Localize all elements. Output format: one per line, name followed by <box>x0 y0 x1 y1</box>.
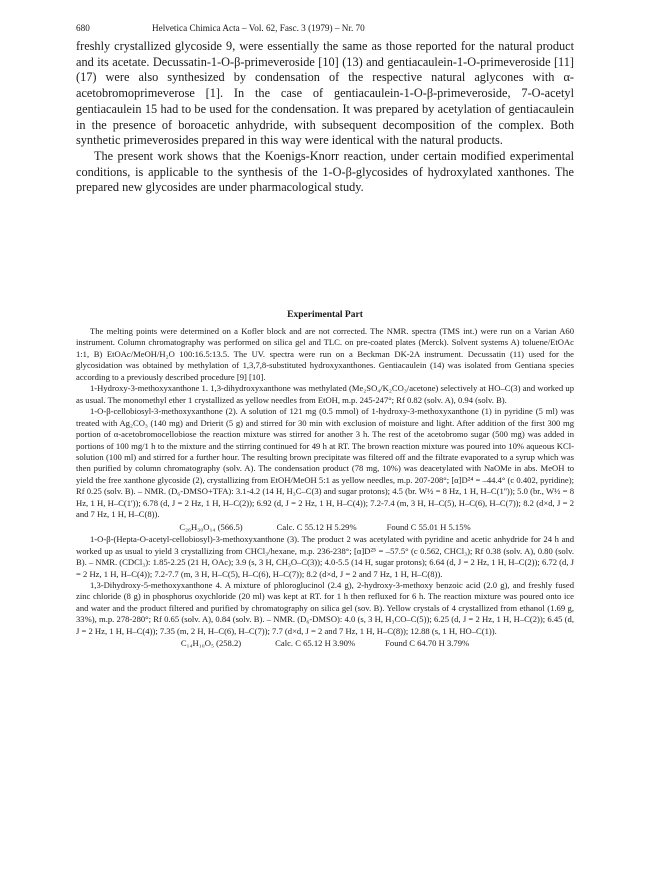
section-heading: Experimental Part <box>287 310 363 320</box>
experimental-text <box>76 326 574 651</box>
elemental-analysis <box>76 638 574 649</box>
paragraph: 1-O-β-cellobiosyl-3-methoxyxanthone (2). A solution of 121 mg (0.5 mmol) of 1-hydroxy-3-methoxyxanthone (1) in pyridine (5 ml) was treated with Ag₂CO₃ (140 mg) and Drierit (5 g) and stirred for 30 min with exclusion of moisture and light. After addition of the first 300 mg portion of α-acetobromocellobiose the reaction mixture was stirred for another 3 h. The rest of the acetobromo sugar (500 mg) was added in portions of 100 mg/1 h to the mixture and the stirring continued for 49 h at RT. The brown reaction mixture was poured into 10% aqueous KCl-solution (100 ml) and stirred for a further hour. The resulting brown precipitate was filtered off and the filtrate evaporated to a syrup which was then purified by column chromatography (solv. A). The condensation product (78 mg, 10%) was deacetylated with NaOMe in abs. MeOH to yield the free xanthone glycoside (2), crystallizing from EtOH/MeOH 5:1 as yellow needles, m.p. 207-208°; [α]D²⁴ = –44.4° (c 0.402, pyridine); Rf 0.25 (solv. B). – NMR. (D₆-DMSO+TFA): 3.1-4.2 (14 H, H₃C–C(3) and sugar protons); 4.5 (br. W½ = 8 Hz, 1 H, H–C(1'')); 5.0 (br., W½ = 8 Hz, 1 H, H–C(1')); 6.78 (d, J = 2 Hz, 1 H, H–C(2)); 6.92 (d, J = 2 Hz, 1 H, H–C(4)); 7.2-7.4 (m, 3 H, H–C(5), H–C(6), H–C(7)); 8.2 (d×d, J = 2 and 7 Hz, 1 H, H–C(8)). <box>76 406 574 520</box>
page-number: 680 <box>76 23 90 33</box>
paragraph: The present work shows that the Koenigs-Knorr reaction, under certain modified experimental conditions, is applicable to the synthesis of the 1-O-β-glycosides of hydroxylated xanthones. The prepared new glycosides are under pharmacological study. <box>76 148 574 195</box>
found-values: Found C 64.70 H 3.79% <box>385 638 470 649</box>
molecular-formula: C₂₆H₃₀O₁₄ (566.5) <box>179 521 243 532</box>
molecular-formula: C₁₄H₁₀O₅ (258.2) <box>180 638 242 649</box>
paragraph: 1-Hydroxy-3-methoxyxanthone 1. 1,3-dihydroxyxanthone was methylated (Me₂SO₄/K₂CO₃/acetone) selectively at HO–C(3) and worked up as usual. The monomethyl ether 1 crystallized as yellow needles from EtOH, m.p. 245-247°; Rf 0.82 (solv. A), 0.94 (solv. B). <box>76 383 574 405</box>
elemental-analysis <box>76 522 574 533</box>
paragraph: The melting points were determined on a Kofler block and are not corrected. The NMR. spectra (TMS int.) were run on a Varian A60 instrument. Column chromatography was performed on silica gel and TLC. on pre-coated plates (Merck). Solvent systems A) toluene/EtOAc 1:1, B) EtOAc/MeOH/H₂O 100:16.5:13.5. The UV. spectra were run on a Beckman DK-2A instrument. Decussatin (11) used for the glycosidation was obtained by methylation of 1,3,7,8-substituted hydroxyxanthones. Gentiacaulein (14) was isolated from Gentiana species according to a previously described procedure [9] [10]. <box>76 326 574 382</box>
calc-values: Calc. C 55.12 H 5.29% <box>276 521 357 532</box>
calc-values: Calc. C 65.12 H 3.90% <box>275 638 356 649</box>
journal-citation: Helvetica Chimica Acta – Vol. 62, Fasc. 3 (1979) – Nr. 70 <box>152 23 365 33</box>
running-header <box>76 21 576 35</box>
paragraph: freshly crystallized glycoside 9, were essentially the same as those reported for the natural product and its acetate. Decussatin-1-O-β-primeveroside [10] (13) and gentiacaulein-1-O-primeveroside [11] (17) were also synthesized by condensation of the respective natural aglycones with α-acetobromoprimeverose [1]. In the case of gentiacaulein-1-O-β-primeveroside, 7-O-acetyl gentiacaulein 15 had to be used for the condensation. It was prepared by acetylation of gentiacaulein in the presence of boroacetic anhydride, with subsequent decomposition of the complex. Both synthetic primeverosides prepared in this way were identical with the natural products. <box>76 39 574 148</box>
paragraph: 1,3-Dihydroxy-5-methoxyxanthone 4. A mixture of phloroglucinol (2.4 g), 2-hydroxy-3-methoxy benzoic acid (2.0 g), and freshly fused zinc chloride (8 g) in phosphorus oxychloride (20 ml) was kept at RT. for 1 h then refluxed for 6 h. The reaction mixture was poured onto ice and water and the product filtered and purified by chromatography on silica gel (sov. B). Yellow crystals of 4 crystallized from ethanol (1.69 g, 33%), m.p. 278-280°; Rf 0.65 (solv. A), 0.84 (solv. B). – NMR. (D₆-DMSO): 4.0 (s, 3 H, H₃CO–C(5)); 6.25 (d, J = 2 Hz, 1 H, H–C(2)); 6.45 (d, J = 2 Hz, 1 H, H–C(4)); 7.35 (m, 2 H, H–C(6), H–C(7)); 7.7 (d×d, J = 2 and 7 Hz, 1 H, H–C(8)); 12.88 (s, 1 H, HO–C(1)). <box>76 579 574 636</box>
main-text <box>76 39 574 196</box>
found-values: Found C 55.01 H 5.15% <box>386 521 471 532</box>
paragraph: 1-O-β-(Hepta-O-acetyl-cellobiosyl)-3-methoxyxanthone (3). The product 2 was acetylated with pyridine and acetic anhydride for 24 h and worked up as usual to yield 3 crystallizing from CHCl₃/hexane, m.p. 236-238°; [α]D²⁵ = –57.5° (c 0.562, CHCl₃); Rf 0.38 (solv. A), 0.80 (solv. B). – NMR. (CDCl₃): 1.85-2.25 (21 H, OAc); 3.9 (s, 3 H, CH₃O–C(3)); 4.0-5.5 (14 H, sugar protons); 6.64 (d, J = 2 Hz, 1 H, H–C(2)); 6.72 (d, J = 2 Hz, 1 H, H–C(4)); 7.2-7.7 (m, 3 H, H–C(5), H–C(6), H–C(7)); 8.2 (d×d, J = 2 and 7 Hz, 1 H, H–C(8)). <box>76 534 574 579</box>
